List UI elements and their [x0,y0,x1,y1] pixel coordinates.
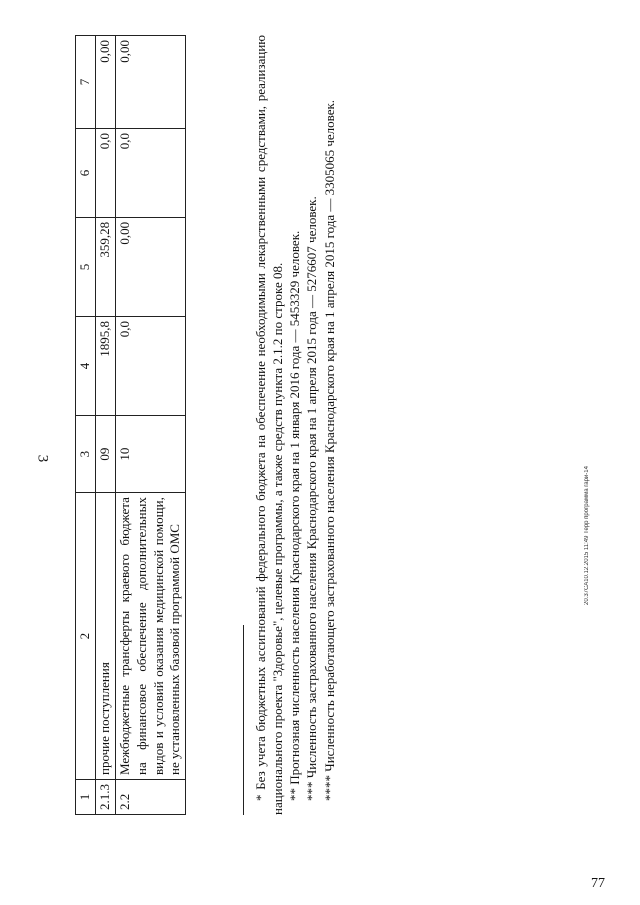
row-value: 0,00 [115,217,186,316]
footnote: * Без учета бюджетных ассигнований федерального бюджета на обеспечение необходимыми лекарственными средствами, реализацию национального проекта "Здоровье", целевые программы, а также средств пункта 2.1.2 по строке 08. [253,35,286,815]
row-value: 0,00 [95,36,115,129]
table-header-row [76,36,96,815]
footnote: *** Численность застрахованного населения Краснодарского края на 1 апреля 2015 года — 5276607 человек. [304,196,320,801]
row-value: 0,00 [115,36,186,129]
header-cell: 7 [76,36,96,129]
row-value: 0,0 [115,128,186,217]
row-value: 0,0 [115,316,186,415]
row-code: 10 [115,416,186,493]
footnote: ** Прогнозная численность населения Краснодарского края на 1 января 2016 года — 5453329 человек. [287,230,303,801]
header-cell: 5 [76,217,96,316]
rotated-content [75,35,595,815]
header-cell: 6 [76,128,96,217]
row-value: 359,28 [95,217,115,316]
row-description: прочие поступления [95,493,115,780]
row-number: 2.1.3 [95,780,115,815]
row-code: 09 [95,416,115,493]
budget-table [75,35,186,815]
header-cell: 4 [76,316,96,415]
document-code: 20.37СА10.12.2015 11:49 Терр программа гари-14 [584,466,590,605]
header-cell: 2 [76,493,96,780]
table-row [115,36,186,815]
sheet-number: 77 [591,876,605,891]
row-number: 2.2 [115,780,186,815]
page-number: 3 [34,454,51,463]
row-value: 0,0 [95,128,115,217]
header-cell: 3 [76,416,96,493]
footnote: **** Численность неработающего застрахованного населения Краснодарского края на 1 апреля 2015 года — 3305065 человек. [321,99,337,801]
table-row [95,36,115,815]
header-cell: 1 [76,780,96,815]
row-description: Межбюджетные трансферты краевого бюджета на финансовое обеспечение дополнительных видов и условий оказания медицинской помощи, не установленных базовой программой ОМС [115,493,186,780]
footnotes [243,35,338,815]
footnote-divider [243,625,244,815]
row-value: 1895,8 [95,316,115,415]
